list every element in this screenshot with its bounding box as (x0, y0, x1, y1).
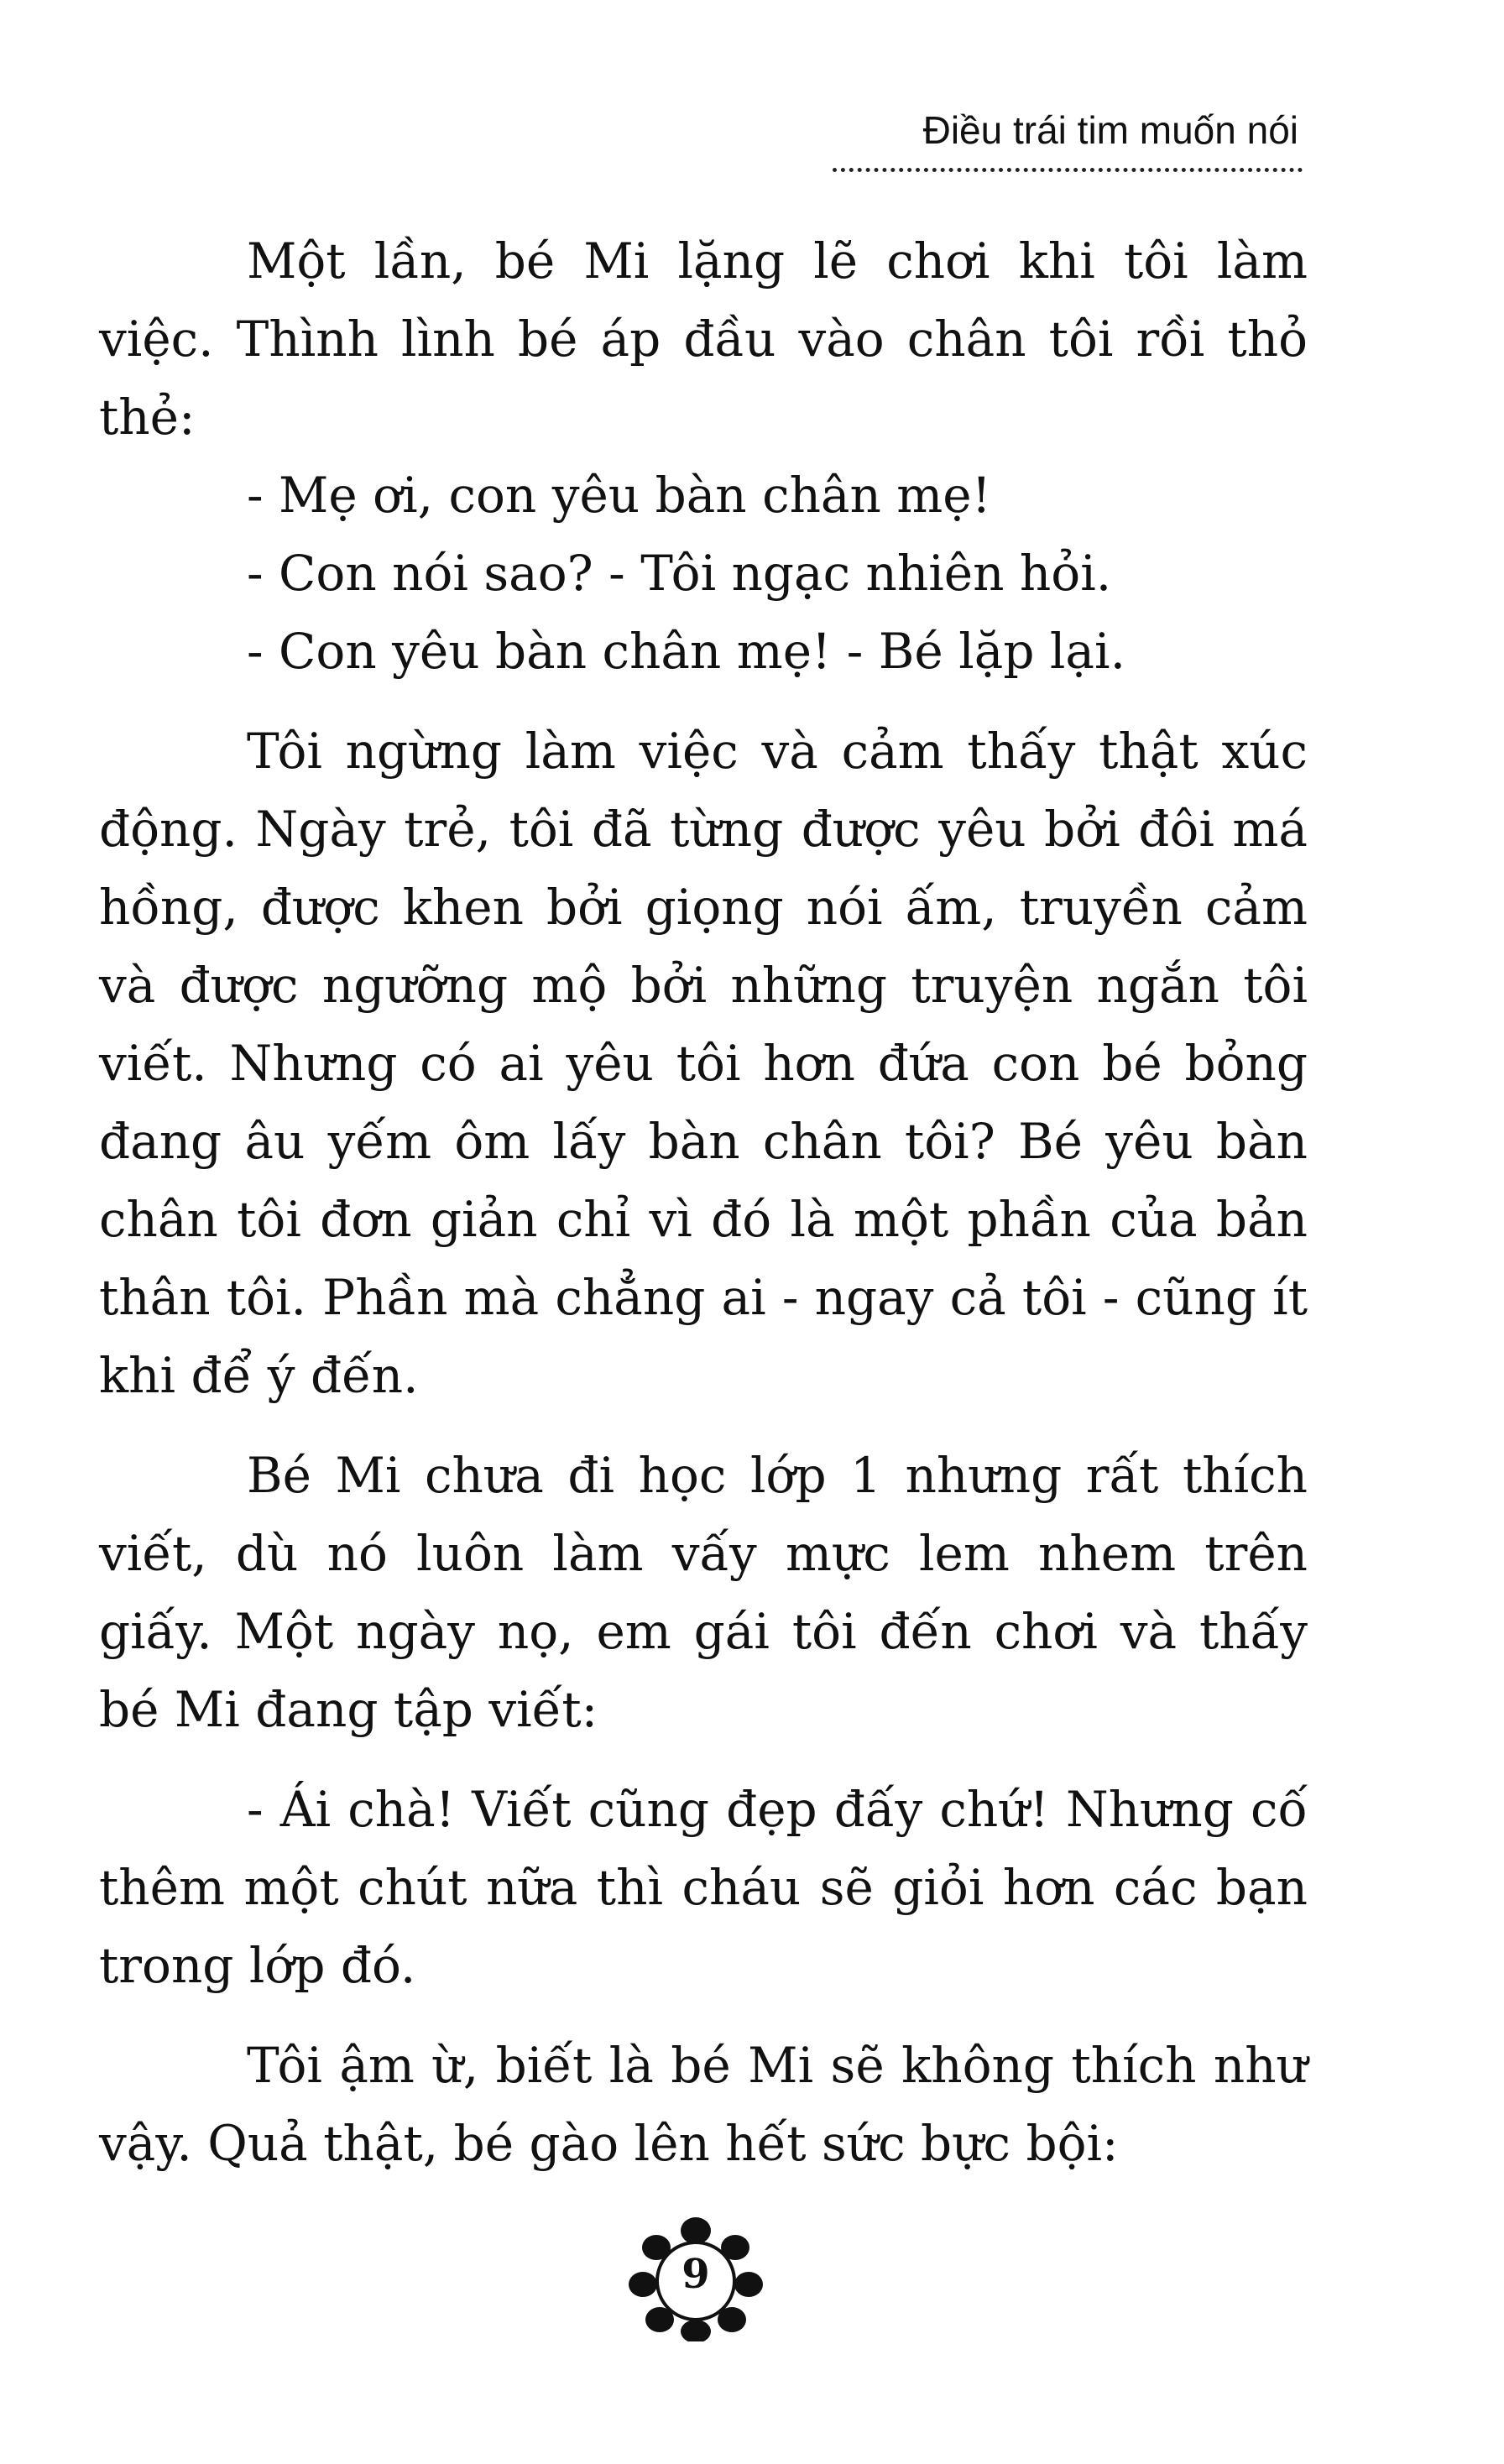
dialog-line-1: - Mẹ ơi, con yêu bàn chân mẹ! (247, 467, 991, 524)
paragraph-2: Tôi ngừng làm việc và cảm thấy thật xúc động. Ngày trẻ, tôi đã từng được yêu bởi đôi má hồng, được khen bởi giọng nói ấm, truyền cảm và được ngưỡng mộ bởi những truyện ngắn tôi viết. Nhưng có ai yêu tôi hơn đứa con bé bỏng đang âu yếm ôm lấy bàn chân tôi? Bé yêu bàn chân tôi đơn giản chỉ vì đó là một phần của bản thân tôi. Phần mà chẳng ai - ngay cả tôi - cũng ít khi để ý đến. (99, 723, 1308, 1404)
running-header-title: Điều trái tim muốn nói (922, 108, 1298, 152)
header-dotted-rule (833, 168, 1303, 172)
dialog-line-3: - Con yêu bàn chân mẹ! - Bé lặp lại. (247, 623, 1126, 680)
paragraph-3: Bé Mi chưa đi học lớp 1 nhưng rất thích viết, dù nó luôn làm vấy mực lem nhem trên giấy. Một ngày nọ, em gái tôi đến chơi và thấy bé Mi đang tập viết: (99, 1447, 1308, 1738)
dialog-line-2: - Con nói sao? - Tôi ngạc nhiên hỏi. (247, 545, 1112, 602)
paragraph-1: Một lần, bé Mi lặng lẽ chơi khi tôi làm việc. Thình lình bé áp đầu vào chân tôi rồi thỏ thẻ: (99, 232, 1308, 446)
dialog-line-4: - Ái chà! Viết cũng đẹp đấy chứ! Nhưng cố thêm một chút nữa thì cháu sẽ giỏi hơn các bạn trong lớp đó. (99, 1781, 1308, 1994)
paragraph-4: Tôi ậm ừ, biết là bé Mi sẽ không thích như vậy. Quả thật, bé gào lên hết sức bực bội: (99, 2037, 1308, 2172)
page-body (99, 222, 1308, 2183)
page-number: 9 (682, 2251, 710, 2298)
